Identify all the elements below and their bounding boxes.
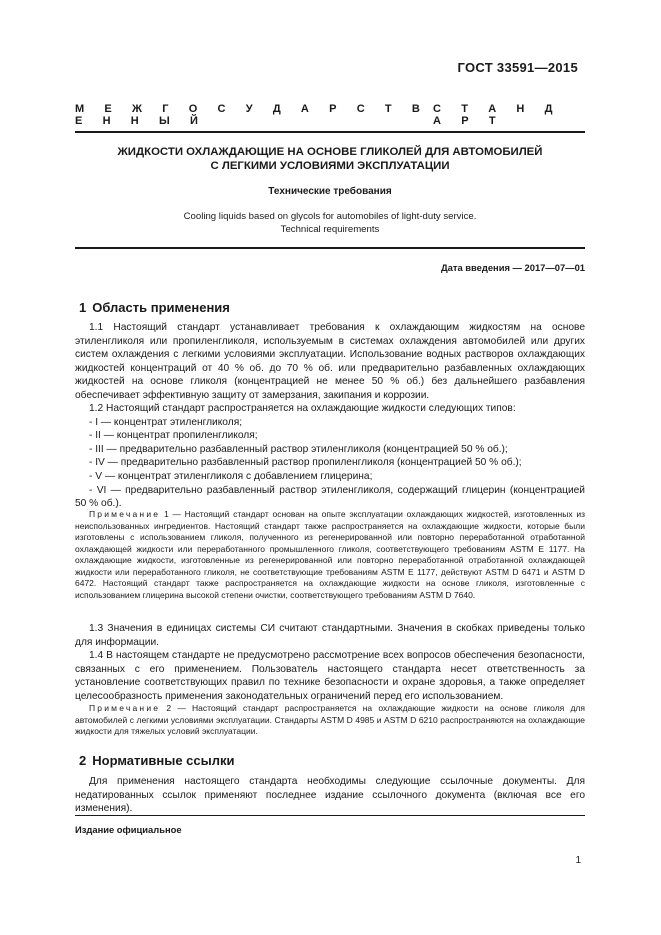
type-list-item: - IV — предварительно разбавленный раствор пропиленгликоля (концентрацией 50 % об.); [89,457,522,469]
section-2-heading [79,753,234,768]
section-1-body-cont [75,622,585,703]
paragraph-1-4: 1.4 В настоящем стандарте не предусмотрено рассмотрение всех вопросов обеспечения безопасности, связанных с его применением. Пользователь настоящего стандарта несет ответственность за установление соответствующих правил по технике безопасности и охране здоровья, а также определяет целесообразность применения законодательных ограничений перед его использованием. [75,650,585,702]
section-number: 2 [79,753,87,768]
type-list-item: - II — концентрат пропиленгликоля; [89,430,258,442]
type-list-item: - V — концентрат этиленгликоля с добавлением глицерина; [89,471,373,483]
paragraph-1-3: 1.3 Значения в единицах системы СИ считают стандартными. Значения в скобках приведены только для информации. [75,623,585,648]
section-title: Нормативные ссылки [92,753,235,768]
banner-word-standard: С Т А Н Д А Р Т [433,103,562,127]
introduction-date: Дата введения — 2017—07—01 [440,262,585,273]
title-line: ЖИДКОСТИ ОХЛАЖДАЮЩИЕ НА ОСНОВЕ ГЛИКОЛЕЙ ДЛЯ АВТОМОБИЛЕЙ [117,146,543,158]
section-2-body [75,775,585,816]
section-number: 1 [79,300,87,315]
note-1 [75,509,585,601]
note-label: Примечание [89,509,161,519]
section-1-body [75,321,585,511]
interstate-standard-banner [75,103,585,127]
footer-rule [75,815,585,816]
english-title-line: Cooling liquids based on glycols for automobiles of light-duty service. [183,211,477,222]
document-title [75,146,585,173]
section-1-heading [79,300,230,315]
paragraph-1-1: 1.1 Настоящий стандарт устанавливает требования к охлаждающим жидкостям на основе этиленгликоля или пропиленгликоля, используемым в системах охлаждения автомобилей или других систем охлаждения с легкими условиями эксплуатации. Использование водных растворов охлаждающих жидкостей концентраций от 40 % об. до 70 % об. или предварительно разбавленных охлаждающих жидкостей на основе гликоля (концентрацией не менее 50 % об.) без дальнейшего разбавления обеспечивает эффективную защиту от замерзания, закипания и коррозии. [75,322,585,401]
page-number: 1 [575,855,581,866]
edition-label: Издание официальное [75,824,182,835]
note-label: Примечание [89,703,161,713]
note-body: 2 — Настоящий стандарт распространяется на охлаждающие жидкости на основе гликоля для автомобилей с легкими условиями эксплуатации. Стандарты ASTM D 4985 и ASTM D 6210 распространяются на охлаждающие жидкости для тяжелых условий эксплуатации. [75,703,585,736]
banner-word-interstate: М Е Ж Г О С У Д А Р С Т В Е Н Н Ы Й [75,103,429,127]
section-title: Область применения [92,300,230,315]
english-title-line: Technical requirements [280,223,380,235]
type-list-item: - VI — предварительно разбавленный раствор этиленгликоля, содержащий глицерин (концентрацией 50 % об.). [75,484,585,510]
paragraph-1-2: 1.2 Настоящий стандарт распространяется на охлаждающие жидкости следующих типов: [89,403,516,415]
paragraph-2: Для применения настоящего стандарта необходимы следующие ссылочные документы. Для недатированных ссылок применяют последнее издание ссылочного документа (включая все его изменения). [75,776,585,815]
type-list-item: - III — предварительно разбавленный раствор этиленгликоля (концентрацией 50 % об.); [89,443,508,455]
type-list-item: - I — концентрат этиленгликоля; [89,416,243,428]
gost-number: ГОСТ 33591—2015 [457,60,578,75]
english-title [75,211,585,236]
note-2 [75,703,585,738]
note-body: 1 — Настоящий стандарт основан на опыте эксплуатации охлаждающих жидкостей, изготовленных из неиспользованных ингредиентов. Настоящий стандарт также распространяется на охлаждающие жидкости, которые были изготовлены с использованием гликоля, полученного из регенерированной или повторно переработанной отработанной охлаждающей жидкости или переработанного промышленного гликоля, соответствующего требованиям ASTM E 1177. На охлаждающие жидкости, изготовленные из регенерированной или повторно переработанной отработанной охлаждающей жидкости или переработанного гликоля, не соответствующие требованиям ASTM E 1177, действуют ASTM D 6471 и ASTM D 6472. Настоящий стандарт также распространяется на охлаждающие жидкости на основе гликоля, изготовленные с использованием глицерина высокой степени очистки, соответствующего требованиям ASTM D 7640. [75,509,585,600]
title-rule [75,247,585,249]
header-rule [75,131,585,133]
title-line: С ЛЕГКИМИ УСЛОВИЯМИ ЭКСПЛУАТАЦИИ [210,159,450,172]
document-subtitle: Технические требования [268,186,392,197]
